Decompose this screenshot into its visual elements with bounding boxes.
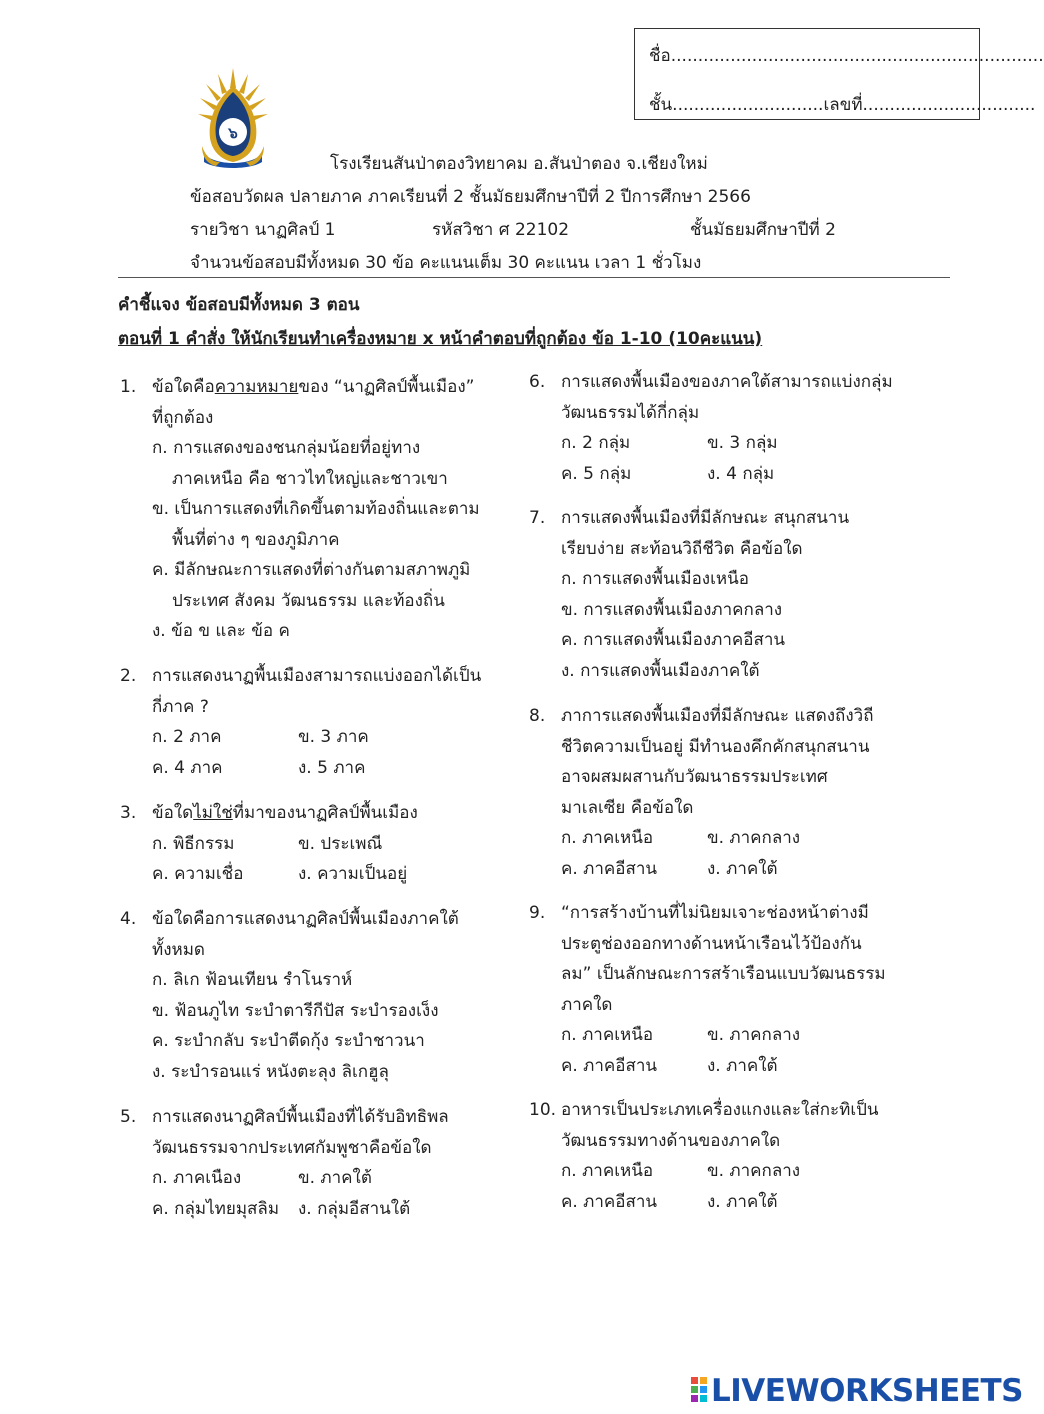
school-emblem-icon (196, 66, 270, 170)
choice-c-continued[interactable]: ประเทศ สังคม วัฒนธรรม และท้องถิ่น (172, 590, 445, 611)
svg-text:๖: ๖ (228, 124, 238, 142)
choice-b[interactable]: ข. ภาคกลาง (707, 1025, 801, 1045)
question-stem: ประตูช่องออกทางด้านหน้าเรือนไว้ป้องกัน (561, 933, 862, 954)
choice-a[interactable]: ก. 2 ภาค (152, 727, 222, 747)
question-stem: เรียบง่าย สะท้อนวิถีชีวิต คือข้อใด (561, 538, 803, 559)
choice-b[interactable]: ข. ภาคกลาง (707, 1161, 801, 1181)
question-stem: ที่ถูกต้อง (152, 407, 214, 428)
choice-d[interactable]: ง. ภาคใต้ (707, 858, 778, 879)
choice-d[interactable]: ง. 4 กลุ่ม (707, 463, 775, 484)
choice-b[interactable]: ข. ฟ้อนภูไท ระบำตารีกีปัส ระบำรองเง็ง (152, 1000, 439, 1021)
question-number: 5. (120, 1107, 137, 1127)
choice-d[interactable]: ง. ภาคใต้ (707, 1055, 778, 1076)
question-stem: ทั้งหมด (152, 939, 205, 960)
exam-title: ข้อสอบวัดผล ปลายภาค ภาคเรียนที่ 2 ชั้นมัธยมศึกษาปีที่ 2 ปีการศึกษา 2566 (190, 187, 751, 207)
choice-d[interactable]: ง. 5 ภาค (298, 757, 366, 778)
choice-c[interactable]: ค. 5 กลุ่ม (561, 463, 632, 484)
choice-c[interactable]: ค. การแสดงพื้นเมืองภาคอีสาน (561, 630, 786, 650)
choice-a[interactable]: ก. พิธีกรรม (152, 833, 235, 854)
exam-summary: จำนวนข้อสอบมีทั้งหมด 30 ข้อ คะแนนเต็ม 30 คะแนน เวลา 1 ชั่วโมง (190, 253, 702, 273)
choice-b[interactable]: ข. เป็นการแสดงที่เกิดขึ้นตามท้องถิ่นและตาม (152, 499, 480, 519)
question-stem: การแสดงพื้นเมืองของภาคใต้สามารถแบ่งกลุ่ม (561, 372, 893, 392)
question-number: 4. (120, 909, 137, 929)
question-number: 6. (529, 372, 546, 392)
question-number: 2. (120, 666, 137, 686)
question-5 (120, 1102, 500, 1224)
choice-b-continued[interactable]: พื้นที่ต่าง ๆ ของภูมิภาค (172, 529, 340, 550)
question-stem: ลม” เป็นลักษณะการสร้าเรือนแบบวัฒนธรรม (561, 964, 886, 984)
student-info-box (634, 28, 1044, 120)
choice-a[interactable]: ก. ภาคเหนือ (561, 828, 654, 848)
question-number: 10. (529, 1100, 557, 1120)
question-stem: การแสดงพื้นเมืองที่มีลักษณะ สนุกสนาน (561, 508, 850, 528)
student-name-line[interactable]: ชื่อ..................................................................... (649, 46, 1044, 66)
question-stem: วัฒนธรรมทางด้านของภาคใด (561, 1130, 781, 1151)
choice-d[interactable]: ง. การแสดงพื้นเมืองภาคใต้ (561, 660, 760, 681)
choice-a-continued[interactable]: ภาคเหนือ คือ ชาวไทใหญ่และชาวเขา (172, 468, 448, 489)
choice-a[interactable]: ก. 2 กลุ่ม (561, 433, 631, 453)
choice-c[interactable]: ค. มีลักษณะการแสดงที่ต่างกันตามสภาพภูมิ (152, 560, 471, 580)
choice-a[interactable]: ก. ภาคเหนือ (561, 1025, 654, 1045)
question-stem: ข้อใดไม่ใช่ที่มาของนาฏศิลป์พื้นเมือง (152, 803, 418, 823)
choice-d[interactable]: ง. ภาคใต้ (707, 1191, 778, 1212)
choice-c[interactable]: ค. กลุ่มไทยมุสลิม (152, 1198, 280, 1219)
choice-b[interactable]: ข. ภาคกลาง (707, 828, 801, 848)
question-stem: ข้อใดคือการแสดงนาฏศิลป์พื้นเมืองภาคใต้ (152, 909, 459, 929)
choice-a[interactable]: ก. ภาคเหนือ (561, 1161, 654, 1181)
question-stem: กี่ภาค ? (152, 696, 209, 717)
instructions: คำชี้แจง ข้อสอบมีทั้งหมด 3 ตอน (118, 295, 360, 315)
question-8 (529, 701, 929, 884)
choice-b[interactable]: ข. ภาคใต้ (298, 1168, 372, 1188)
choice-b[interactable]: ข. 3 กลุ่ม (707, 433, 778, 453)
question-number: 9. (529, 903, 546, 923)
choice-b[interactable]: ข. ประเพณี (298, 833, 383, 854)
question-stem: ภาการแสดงพื้นเมืองที่มีลักษณะ แสดงถึงวิถี (561, 706, 874, 726)
choice-a[interactable]: ก. ลิเก ฟ้อนเทียน รำโนราห์ (152, 970, 353, 990)
question-7 (529, 503, 929, 686)
question-number: 8. (529, 706, 546, 726)
question-stem: ข้อใดคือความหมายของ “นาฏศิลป์พื้นเมือง” (152, 377, 475, 397)
question-stem: การแสดงนาฏศิลป์พื้นเมืองที่ได้รับอิทธิพล (152, 1107, 449, 1127)
choice-b[interactable]: ข. การแสดงพื้นเมืองภาคกลาง (561, 599, 783, 620)
choice-c[interactable]: ค. ระบำกลับ ระบำตีดกุ้ง ระบำชาวนา (152, 1031, 425, 1051)
question-10 (529, 1095, 929, 1217)
question-1 (120, 372, 500, 647)
choice-d[interactable]: ง. ระบำรอนแร่ หนังตะลุง ลิเกฮูลุ (152, 1061, 389, 1082)
choice-a[interactable]: ก. การแสดงของชนกลุ่มน้อยที่อยู่ทาง (152, 438, 421, 458)
question-stem: มาเลเซีย คือข้อใด (561, 797, 694, 818)
question-stem: ภาคใด (561, 994, 613, 1015)
choice-c[interactable]: ค. ภาคอีสาน (561, 858, 658, 879)
choice-c[interactable]: ค. ภาคอีสาน (561, 1191, 658, 1212)
question-stem: ชีวิตความเป็นอยู่ มีทำนองคึกคักสนุกสนาน (561, 736, 870, 757)
grade-level: ชั้นมัธยมศึกษาปีที่ 2 (690, 220, 836, 240)
question-number: 7. (529, 508, 546, 528)
liveworksheets-wordmark: LIVEWORKSHEETS (711, 1373, 1023, 1409)
subject-name: รายวิชา นาฏศิลป์ 1 (190, 220, 336, 240)
question-stem: วัฒนธรรมได้กี่กลุ่ม (561, 402, 700, 423)
question-9 (529, 898, 929, 1081)
question-stem: อาหารเป็นประเภทเครื่องแกงและใส่กะทิเป็น (561, 1100, 879, 1120)
choice-d[interactable]: ง. ความเป็นอยู่ (298, 864, 408, 884)
choice-a[interactable]: ก. การแสดงพื้นเมืองเหนือ (561, 569, 749, 589)
question-number: 1. (120, 377, 137, 397)
question-stem: การแสดงนาฏพื้นเมืองสามารถแบ่งออกได้เป็น (152, 666, 482, 686)
choice-b[interactable]: ข. 3 ภาค (298, 727, 369, 747)
question-4 (120, 904, 500, 1087)
choice-a[interactable]: ก. ภาคเนือง (152, 1168, 242, 1188)
subject-code: รหัสวิชา ศ 22102 (432, 220, 570, 240)
choice-c[interactable]: ค. 4 ภาค (152, 757, 223, 778)
part-1-title: ตอนที่ 1 คำสั่ง ให้นักเรียนทำเครื่องหมาย x หน้าคำตอบที่ถูกต้อง ข้อ 1-10 (10คะแนน) (118, 329, 763, 349)
choice-c[interactable]: ค. ภาคอีสาน (561, 1055, 658, 1076)
choice-d[interactable]: ง. ข้อ ข และ ข้อ ค (152, 621, 290, 641)
choice-c[interactable]: ค. ความเชื่อ (152, 864, 244, 884)
student-class-number-line[interactable]: ชั้น............................เลขที่................................ (649, 95, 1036, 115)
question-stem: “การสร้างบ้านที่ไม่นิยมเจาะช่องหน้าต่างมี (561, 903, 869, 923)
liveworksheets-brand[interactable] (690, 1373, 1023, 1409)
school-name: โรงเรียนสันป่าตองวิทยาคม อ.สันป่าตอง จ.เชียงใหม่ (330, 154, 708, 174)
question-stem: อาจผสมผสานกับวัฒนาธรรมประเทศ (561, 767, 828, 787)
question-6 (529, 367, 929, 489)
header-divider (118, 277, 950, 278)
choice-d[interactable]: ง. กลุ่มอีสานใต้ (298, 1198, 411, 1219)
question-number: 3. (120, 803, 137, 823)
liveworksheets-logo-icon (690, 1376, 708, 1404)
question-stem: วัฒนธรรมจากประเทศกัมพูชาคือข้อใด (152, 1137, 432, 1158)
question-3 (120, 798, 500, 890)
question-2 (120, 661, 500, 783)
